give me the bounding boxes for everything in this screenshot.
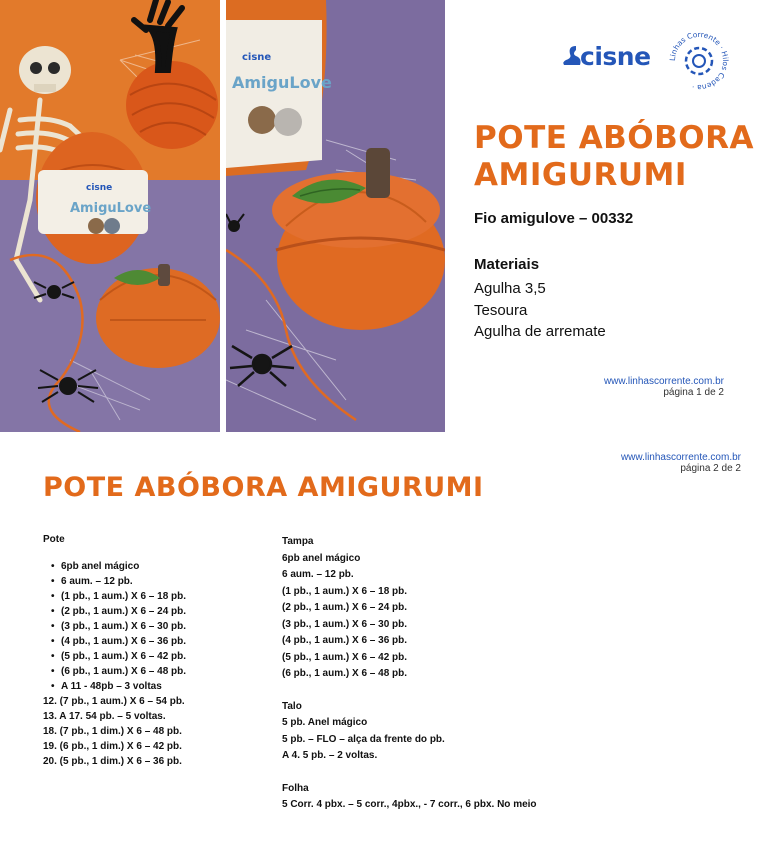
- photo-skeleton-pumpkin: [0, 0, 220, 432]
- swan-icon: [562, 44, 582, 66]
- instruction-row: A 4. 5 pb. – 2 voltas.: [282, 750, 378, 761]
- materials-list: [474, 278, 606, 343]
- instruction-row: (1 pb., 1 aum.) X 6 – 18 pb.: [282, 585, 408, 597]
- svg-text:cisne: cisne: [242, 52, 272, 63]
- instruction-row: 6pb anel mágico: [282, 552, 361, 564]
- pattern-title: POTE ABÓBORA AMIGURUMI: [43, 472, 484, 503]
- tampa-section: [282, 534, 722, 683]
- section-heading-pote: Pote: [43, 534, 65, 545]
- talo-section: [282, 699, 722, 765]
- page-number: página 1 de 2: [663, 387, 724, 398]
- page-number: página 2 de 2: [680, 463, 741, 474]
- lid-stem-leaf-instructions: [282, 534, 722, 830]
- materials-heading: Materiais: [474, 256, 540, 273]
- instruction-row: 13. A 17. 54 pb. – 5 voltas.: [43, 711, 166, 722]
- website-link[interactable]: www.linhascorrente.com.br: [620, 452, 741, 463]
- folha-section: [282, 781, 722, 814]
- instruction-row: • (3 pb., 1 aum.) X 6 – 30 pb.: [43, 619, 273, 634]
- linhas-corrente-seal: [666, 28, 732, 94]
- instruction-row: 19. (6 pb., 1 dim.) X 6 – 42 pb.: [43, 741, 182, 752]
- instruction-row: 18. (7 pb., 1 dim.) X 6 – 48 pb.: [43, 726, 182, 737]
- instruction-row: (5 pb., 1 aum.) X 6 – 42 pb.: [282, 651, 408, 663]
- pattern-page-2: [0, 432, 768, 862]
- instruction-row: • (4 pb., 1 aum.) X 6 – 36 pb.: [43, 634, 273, 649]
- instruction-row: 6 aum. – 12 pb.: [282, 569, 354, 580]
- instruction-row: • 6 aum. – 12 pb.: [43, 574, 273, 589]
- photo-pumpkin-closeup-illustration: [226, 0, 445, 432]
- instruction-row: 5 Corr. 4 pbx. – 5 corr., 4pbx., - 7 corr., 6 pbx. No meio: [282, 799, 537, 810]
- instruction-row: (3 pb., 1 aum.) X 6 – 30 pb.: [282, 618, 408, 630]
- photo-skeleton-pumpkin-illustration: [0, 0, 220, 432]
- website-link[interactable]: www.linhascorrente.com.br: [603, 376, 724, 387]
- material-item: Tesoura: [474, 301, 528, 319]
- yarn-info: Fio amigulove – 00332: [474, 210, 634, 227]
- instruction-row: • (5 pb., 1 aum.) X 6 – 42 pb.: [43, 649, 273, 664]
- section-heading-tampa: Tampa: [282, 536, 314, 547]
- instruction-row: (6 pb., 1 aum.) X 6 – 48 pb.: [282, 668, 408, 679]
- brand-logo: [562, 28, 732, 96]
- photo-pumpkin-closeup: [226, 0, 445, 432]
- svg-text:cisne: cisne: [86, 183, 113, 193]
- section-heading-talo: Talo: [282, 700, 302, 712]
- instruction-row: 5 pb. Anel mágico: [282, 717, 368, 728]
- pote-instructions: [43, 534, 273, 769]
- svg-text:Linhas Corrente · Hilos Cadena: Linhas Corrente · Hilos Cadena ·: [667, 29, 731, 93]
- instruction-row: 5 pb. – FLO – alça da frente do pb.: [282, 733, 445, 745]
- instruction-row: • A 11 - 48pb – 3 voltas: [43, 679, 273, 694]
- material-item: Agulha 3,5: [474, 280, 546, 297]
- instruction-row: 20. (5 pb., 1 dim.) X 6 – 36 pb.: [43, 756, 182, 767]
- instruction-row: • (2 pb., 1 aum.) X 6 – 24 pb.: [43, 604, 273, 619]
- instruction-row: • 6pb anel mágico: [43, 559, 273, 574]
- instruction-row: • (1 pb., 1 aum.) X 6 – 18 pb.: [43, 589, 273, 604]
- instruction-row: 12. (7 pb., 1 aum.) X 6 – 54 pb.: [43, 696, 185, 707]
- instruction-row: • (6 pb., 1 aum.) X 6 – 48 pb.: [43, 664, 273, 679]
- pote-bullet-list: [43, 559, 273, 694]
- cisne-logo-text: cisne: [580, 42, 651, 71]
- pote-numbered-list: [43, 694, 273, 769]
- instruction-row: (4 pb., 1 aum.) X 6 – 36 pb.: [282, 635, 408, 646]
- svg-text:AmiguLove: AmiguLove: [232, 73, 332, 92]
- material-item: Agulha de arremate: [474, 323, 606, 340]
- svg-text:AmiguLove: AmiguLove: [70, 201, 152, 216]
- section-heading-folha: Folha: [282, 782, 309, 794]
- instruction-row: (2 pb., 1 aum.) X 6 – 24 pb.: [282, 602, 408, 613]
- pattern-title: POTE ABÓBORA AMIGURUMI: [474, 120, 755, 193]
